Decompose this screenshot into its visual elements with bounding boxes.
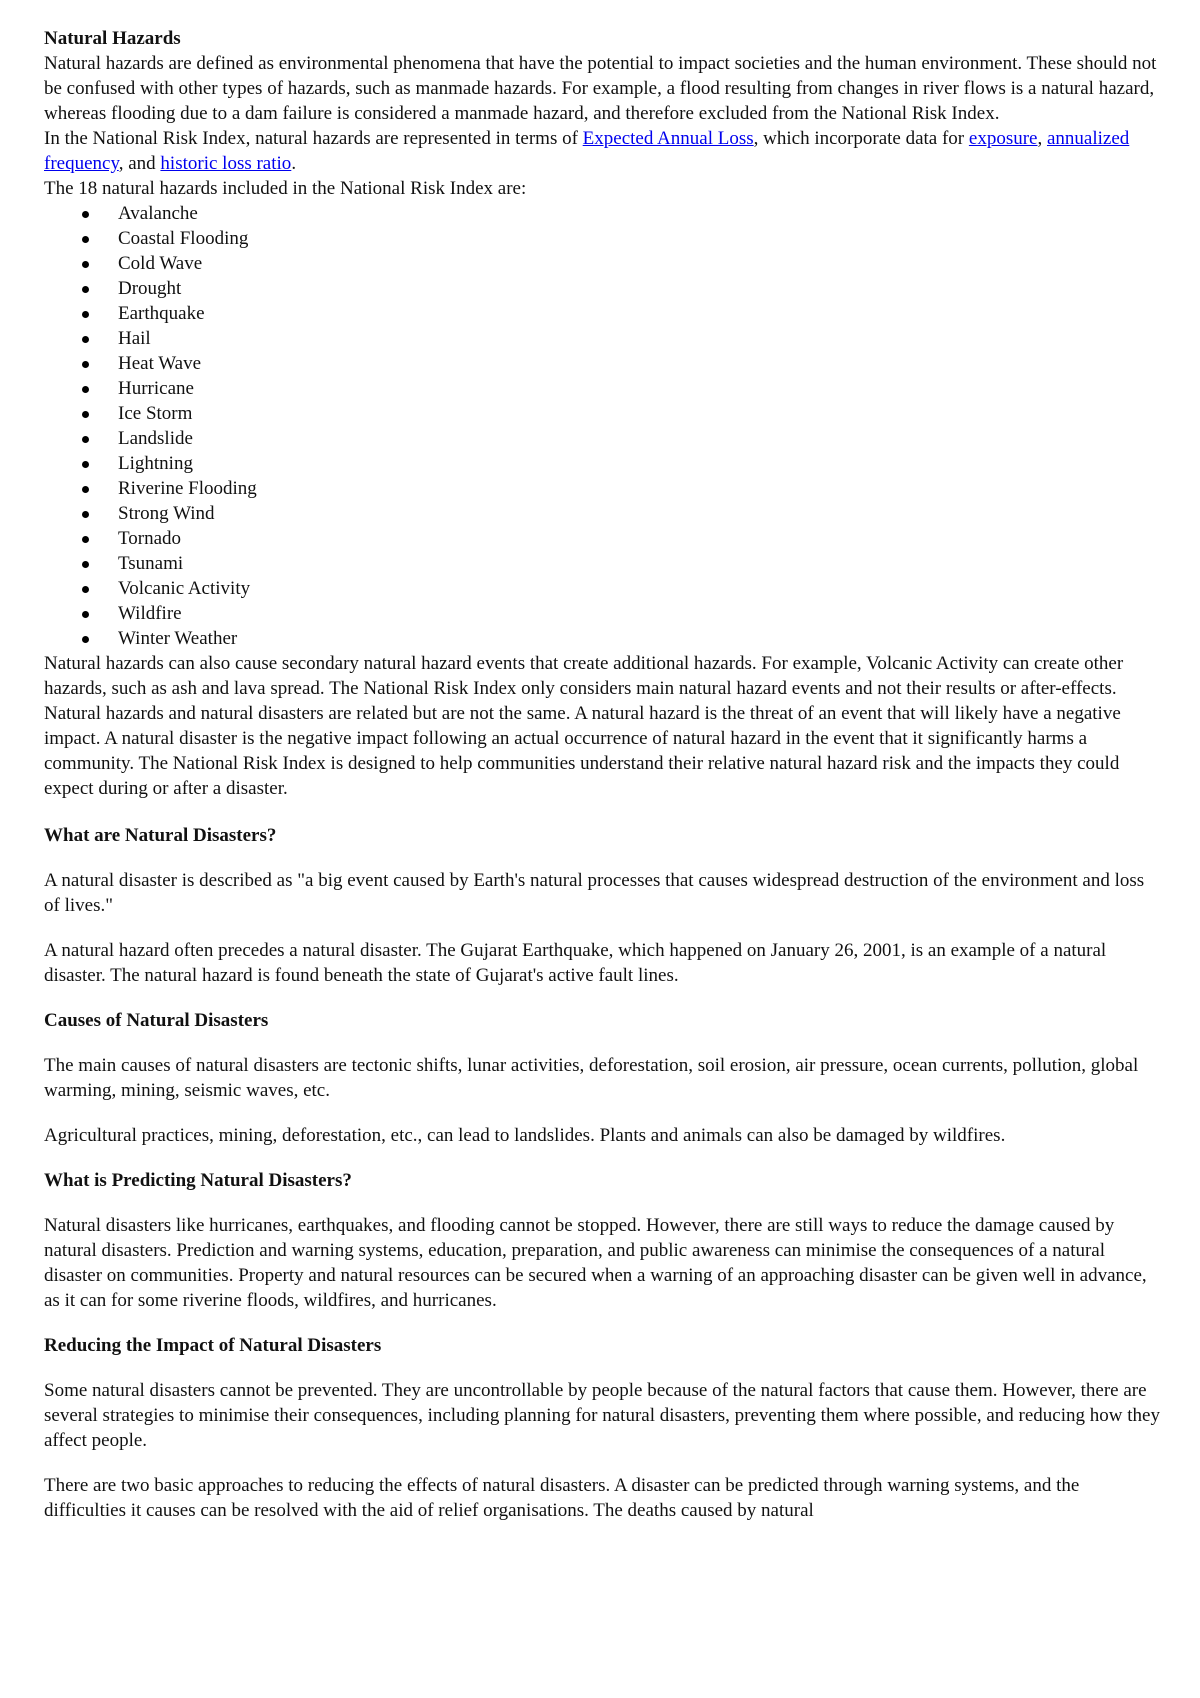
list-item-label: Landslide (118, 428, 193, 449)
paragraph-text: . (291, 153, 297, 174)
paragraph-text: , which incorporate data for (753, 128, 969, 149)
bullet-icon (82, 486, 89, 493)
list-item (44, 251, 1160, 276)
heading-what-are-natural-disasters: What are Natural Disasters? (44, 825, 277, 846)
list-item-label: Tornado (118, 528, 182, 549)
bullet-icon (82, 561, 89, 568)
list-item (44, 226, 1160, 251)
list-item-label: Hail (118, 328, 151, 349)
bullet-icon (82, 311, 89, 318)
list-item (44, 601, 1160, 626)
link-exposure[interactable]: exposure (968, 128, 1038, 149)
list-item (44, 551, 1160, 576)
bullet-icon (82, 636, 89, 643)
link-historic-loss-ratio[interactable]: historic loss ratio (160, 153, 292, 174)
list-item-label: Wildfire (118, 603, 182, 624)
list-item (44, 401, 1160, 426)
bullet-icon (82, 386, 89, 393)
list-item-label: Earthquake (118, 303, 205, 324)
heading-causes: Causes of Natural Disasters (44, 1010, 269, 1031)
paragraph-disaster-definition: A natural disaster is described as "a big event caused by Earth's natural processes that causes widespread destruction of the environment and loss of lives." (44, 870, 1145, 916)
list-item (44, 301, 1160, 326)
paragraph-hazards-vs-disasters: Natural hazards and natural disasters are related but are not the same. A natural hazard is the threat of an event that will likely have a negative impact. A natural disaster is the negative impact following an actual occurrence of natural hazard in the event that it significantly harms a community. The National Risk Index is designed to help communities understand their relative natural hazard risk and the impacts they could expect during or after a disaster. (44, 703, 1121, 799)
list-item-label: Coastal Flooding (118, 228, 249, 249)
heading-natural-hazards: Natural Hazards (44, 28, 181, 49)
list-item (44, 426, 1160, 451)
paragraph-secondary-hazards: Natural hazards can also cause secondary natural hazard events that create additional hazards. For example, Volcanic Activity can create other hazards, such as ash and lava spread. The National Risk Index only considers main natural hazard events and not their results or after-effects. (44, 653, 1124, 699)
paragraph-main-causes: The main causes of natural disasters are tectonic shifts, lunar activities, deforestation, soil erosion, air pressure, ocean currents, pollution, global warming, mining, seismic waves, etc. (44, 1055, 1139, 1101)
paragraph-risk-index (44, 126, 1160, 176)
list-item (44, 326, 1160, 351)
list-item-label: Avalanche (118, 203, 198, 224)
list-item (44, 526, 1160, 551)
list-item (44, 501, 1160, 526)
list-item-label: Tsunami (118, 553, 184, 574)
hazard-list (44, 201, 1160, 651)
bullet-icon (82, 286, 89, 293)
bullet-icon (82, 611, 89, 618)
list-item-label: Lightning (118, 453, 193, 474)
paragraph-text: , (1037, 128, 1047, 149)
paragraph-two-approaches: There are two basic approaches to reducing the effects of natural disasters. A disaster can be predicted through warning systems, and the difficulties it causes can be resolved with the aid of relief organisations. The deaths caused by natural (44, 1475, 1080, 1521)
list-item (44, 376, 1160, 401)
list-item (44, 276, 1160, 301)
bullet-icon (82, 236, 89, 243)
paragraph-gujarat-example: A natural hazard often precedes a natural disaster. The Gujarat Earthquake, which happened on January 26, 2001, is an example of a natural disaster. The natural hazard is found beneath the state of Gujarat's active fault lines. (44, 940, 1107, 986)
bullet-icon (82, 461, 89, 468)
bullet-icon (82, 336, 89, 343)
paragraph-text: In the National Risk Index, natural hazards are represented in terms of (44, 128, 583, 149)
link-annualized-frequency[interactable]: annualized frequency (44, 128, 1130, 174)
list-item (44, 576, 1160, 601)
list-item (44, 201, 1160, 226)
list-item-label: Cold Wave (118, 253, 203, 274)
list-item-label: Ice Storm (118, 403, 193, 424)
paragraph-landslides-wildfires: Agricultural practices, mining, deforestation, etc., can lead to landslides. Plants and animals can also be damaged by wildfires. (44, 1125, 1006, 1146)
list-item (44, 476, 1160, 501)
list-item-label: Heat Wave (118, 353, 202, 374)
link-expected-annual-loss[interactable]: Expected Annual Loss (582, 128, 754, 149)
paragraph-definition: Natural hazards are defined as environmental phenomena that have the potential to impact societies and the human environment. These should not be confused with other types of hazards, such as manmade hazards. For example, a flood resulting from changes in river flows is a natural hazard, whereas flooding due to a dam failure is considered a manmade hazard, and therefore excluded from the National Risk Index. (44, 53, 1157, 124)
bullet-icon (82, 361, 89, 368)
bullet-icon (82, 511, 89, 518)
bullet-icon (82, 586, 89, 593)
paragraph-list-intro: The 18 natural hazards included in the National Risk Index are: (44, 178, 527, 199)
bullet-icon (82, 436, 89, 443)
list-item-label: Volcanic Activity (118, 578, 251, 599)
bullet-icon (82, 211, 89, 218)
heading-predicting: What is Predicting Natural Disasters? (44, 1170, 352, 1191)
bullet-icon (82, 261, 89, 268)
paragraph-text: , and (118, 153, 161, 174)
list-item-label: Riverine Flooding (118, 478, 257, 499)
list-item-label: Drought (118, 278, 182, 299)
list-item (44, 626, 1160, 651)
list-item-label: Winter Weather (118, 628, 238, 649)
heading-reducing-impact: Reducing the Impact of Natural Disasters (44, 1335, 382, 1356)
list-item-label: Strong Wind (118, 503, 215, 524)
list-item (44, 351, 1160, 376)
list-item (44, 451, 1160, 476)
list-item-label: Hurricane (118, 378, 194, 399)
paragraph-strategies: Some natural disasters cannot be prevented. They are uncontrollable by people because of the natural factors that cause them. However, there are several strategies to minimise their consequences, including planning for natural disasters, preventing them where possible, and reducing how they affect people. (44, 1380, 1160, 1451)
bullet-icon (82, 411, 89, 418)
paragraph-prediction: Natural disasters like hurricanes, earthquakes, and flooding cannot be stopped. However, there are still ways to reduce the damage caused by natural disasters. Prediction and warning systems, education, preparation, and public awareness can minimise the consequences of a natural disaster on communities. Property and natural resources can be secured when a warning of an approaching disaster can be given well in advance, as it can for some riverine floods, wildfires, and hurricanes. (44, 1215, 1147, 1311)
bullet-icon (82, 536, 89, 543)
